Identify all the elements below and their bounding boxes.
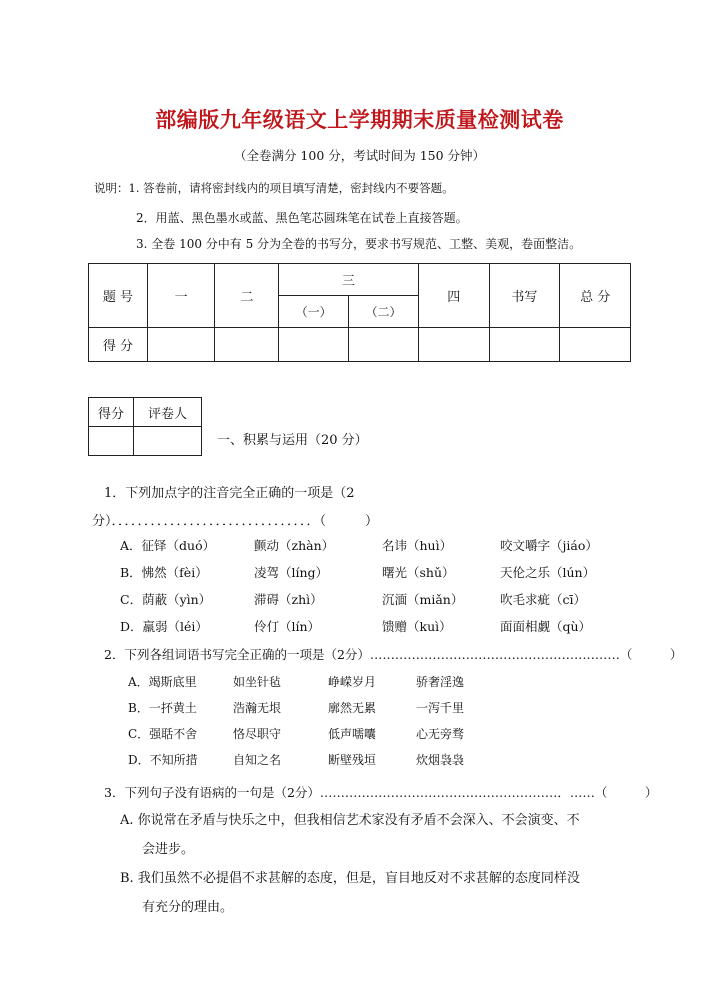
- score-cell[interactable]: [279, 328, 349, 362]
- score-header-3: 三: [279, 264, 419, 296]
- score-cell[interactable]: [215, 328, 279, 362]
- q3-a-line1: A. 你说常在矛盾与快乐之中，但我相信艺术家没有矛盾不会深入、不会演变、不: [120, 813, 580, 828]
- q1-c-1: C．荫蔽（yìn）: [120, 592, 212, 607]
- note-1: 说明：1. 答卷前，请将密封线内的项目填写清楚，密封线内不要答题。: [94, 181, 454, 195]
- score-sub-1: （一）: [279, 296, 349, 328]
- score-cell[interactable]: [349, 328, 419, 362]
- q1-d-3: 馈赠（kuì）: [382, 619, 452, 634]
- score-header-total: 总 分: [560, 264, 631, 328]
- q1-stem-cont: 分）．．．．．．．．．．．．．．．．．．．．．．．．．．．．．．．（ ）: [92, 514, 379, 529]
- score-header-1: 一: [147, 264, 215, 328]
- q1-d-1: D．羸弱（léi）: [120, 619, 208, 634]
- q1-c-3: 沉湎（miǎn）: [382, 592, 464, 607]
- score-sub-2: （二）: [349, 296, 419, 328]
- score-header-writing: 书写: [489, 264, 560, 328]
- grader-name-label: 评卷人: [134, 398, 202, 427]
- q2-c-3: 低声嚅囔: [328, 727, 377, 741]
- exam-title: 部编版九年级语文上学期期末质量检测试卷: [155, 108, 564, 132]
- score-cell[interactable]: [147, 328, 215, 362]
- q2-b-4: 一泻千里: [416, 701, 465, 715]
- q2-a-2: 如坐针毡: [233, 675, 282, 689]
- score-header-label: 题 号: [89, 264, 148, 328]
- q1-stem: 1．下列加点字的注音完全正确的一项是（2: [104, 486, 355, 501]
- score-cell[interactable]: [489, 328, 560, 362]
- q3-stem: 3．下列句子没有语病的一句是（2分）…………………………………………………．……（ ）: [104, 785, 658, 800]
- note-3: 3. 全卷 100 分中有 5 分为全卷的书写分，要求书写规范、工整、美观，卷面整洁。: [136, 237, 582, 251]
- q1-a-2: 颤动（zhàn）: [254, 538, 335, 553]
- q3-b-line1: B. 我们虽然不必提倡不求甚解的态度，但是，盲目地反对不求甚解的态度同样没: [120, 871, 580, 886]
- q2-a-4: 骄奢淫逸: [416, 675, 465, 689]
- q2-d-2: 自知之名: [233, 753, 282, 767]
- note-2: 2．用蓝、黑色墨水或蓝、黑色笔芯圆珠笔在试卷上直接答题。: [136, 211, 468, 225]
- q1-b-2: 凌驾（líng）: [254, 565, 329, 580]
- q2-d-1: D．不知所措: [128, 753, 198, 767]
- q1-c-4: 吹毛求疵（cī）: [500, 592, 586, 607]
- q2-c-4: 心无旁骛: [416, 727, 465, 741]
- q3-option-b: [120, 864, 630, 922]
- q1-b-3: 曙光（shǔ）: [382, 565, 455, 580]
- score-header-2: 二: [215, 264, 279, 328]
- q3-option-a: [120, 806, 630, 864]
- q2-stem: 2．下列各组词语书写完全正确的一项是（2分）……………………………………………………（ ）: [104, 647, 683, 662]
- q2-c-2: 恪尽职守: [233, 727, 282, 741]
- q2-b-2: 浩瀚无垠: [233, 701, 282, 715]
- grader-score-cell[interactable]: [89, 427, 134, 456]
- q1-a-1: A．征铎（duó）: [120, 538, 216, 553]
- q2-b-3: 廓然无累: [328, 701, 377, 715]
- score-cell[interactable]: [560, 328, 631, 362]
- q2-a-1: A．竭斯底里: [128, 675, 197, 689]
- q3-b-line2: 有充分的理由。: [142, 900, 234, 915]
- q1-a-4: 咬文嚼字（jiáo）: [500, 538, 598, 553]
- q2-c-1: C．强聒不舍: [128, 727, 198, 741]
- exam-subtitle: （全卷满分 100 分，考试时间为 150 分钟）: [233, 148, 486, 163]
- q2-d-4: 炊烟袅袅: [416, 753, 465, 767]
- grader-score-label: 得分: [89, 398, 134, 427]
- q1-b-4: 天伦之乐（lún）: [500, 565, 596, 580]
- q1-d-4: 面面相觑（qù）: [500, 619, 592, 634]
- q3-a-line2: 会进步。: [142, 842, 195, 857]
- q1-d-2: 伶仃（lín）: [254, 619, 321, 634]
- q1-a-3: 名讳（huì）: [382, 538, 453, 553]
- q2-a-3: 峥嵘岁月: [328, 675, 377, 689]
- q1-b-1: B．怫然（fèi）: [120, 565, 208, 580]
- section-heading: 一、积累与运用（20 分）: [217, 433, 368, 448]
- grader-table: [88, 397, 202, 456]
- score-header-4: 四: [418, 264, 489, 328]
- q2-d-3: 断壁残垣: [328, 753, 377, 767]
- score-cell[interactable]: [418, 328, 489, 362]
- q2-b-1: B．一抔黄土: [128, 701, 197, 715]
- q1-c-2: 滞碍（zhì）: [254, 592, 323, 607]
- score-table: [88, 263, 631, 362]
- score-row-label: 得 分: [89, 328, 148, 362]
- grader-name-cell[interactable]: [134, 427, 202, 456]
